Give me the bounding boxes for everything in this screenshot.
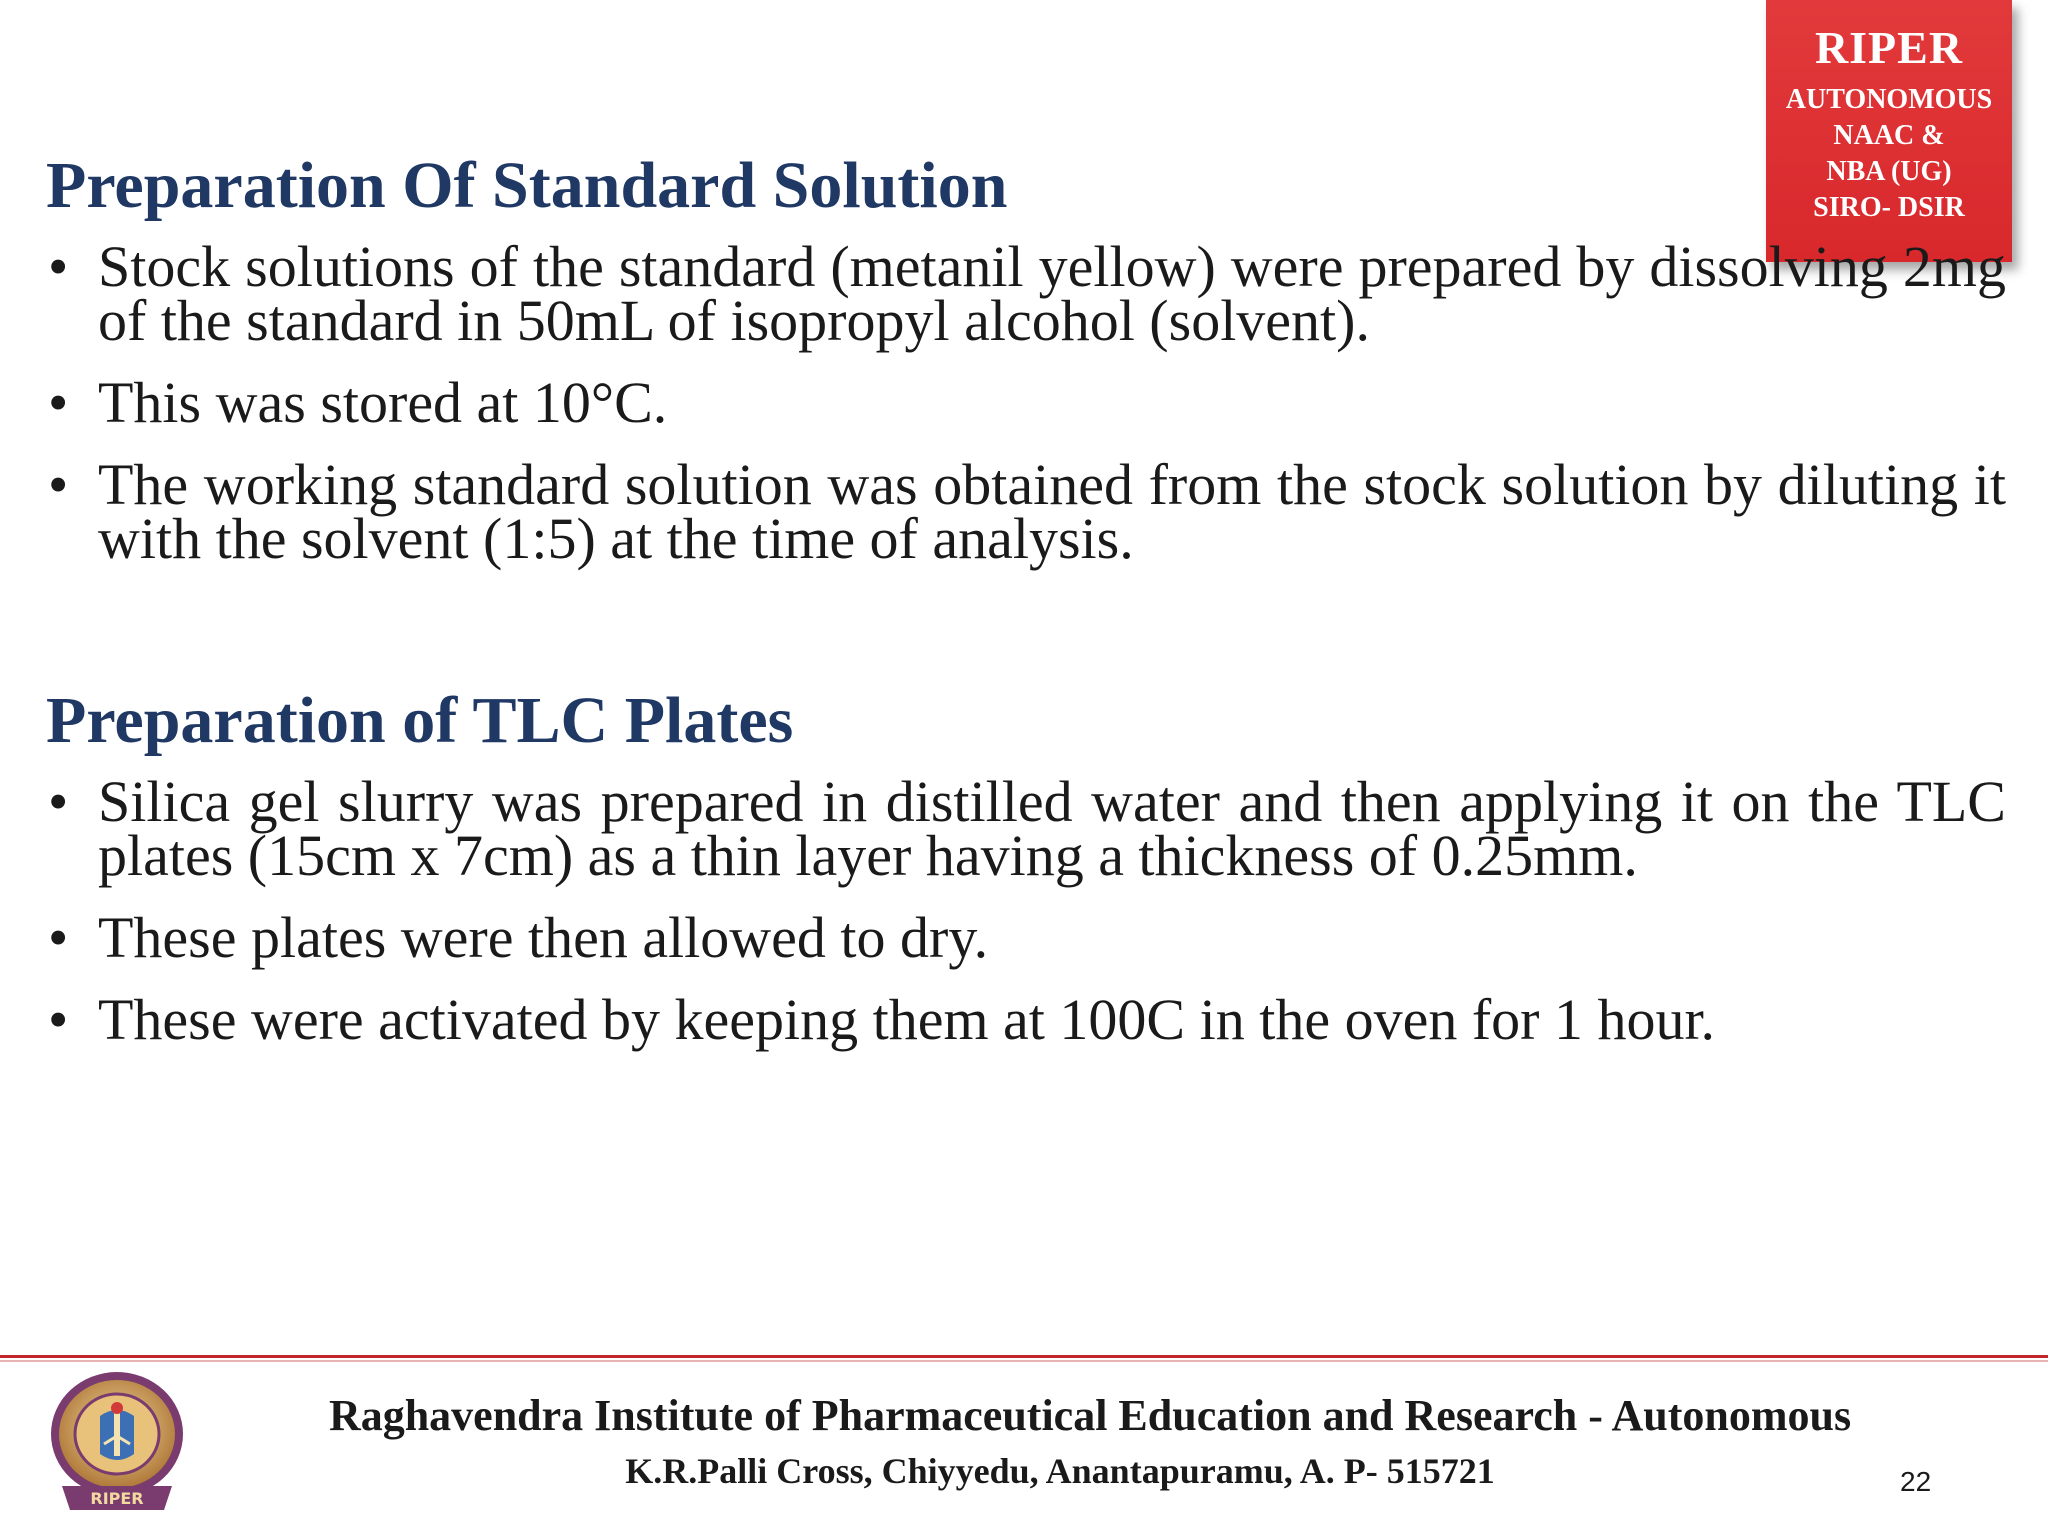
bullet-text: The working standard solution was obtained from the stock solution by diluting it with the solvent (1:5) at the time of analysis. <box>98 452 2006 571</box>
list-item <box>46 905 2006 970</box>
bullet-text: Silica gel slurry was prepared in distilled water and then applying it on the TLC plates (15cm x 7cm) as a thin layer having a thickness of 0.25mm. <box>98 769 2006 888</box>
bullet-dot: • <box>48 452 69 517</box>
list-item <box>46 370 2006 435</box>
footer-divider <box>0 1355 2048 1358</box>
badge-line-siro: SIRO- DSIR <box>1813 192 1965 223</box>
list-item <box>46 452 2006 571</box>
institution-address: K.R.Palli Cross, Chiyyedu, Anantapuramu, A. P- 515721 <box>625 1451 1495 1491</box>
bullet-text: These were activated by keeping them at 100C in the oven for 1 hour. <box>98 987 1716 1052</box>
bullet-dot: • <box>48 987 69 1052</box>
footer-divider-shadow <box>0 1360 2048 1362</box>
list-item <box>46 234 2006 353</box>
logo-text: RIPER <box>90 1489 144 1508</box>
list-item <box>46 987 2006 1052</box>
bullet-list-standard-solution <box>46 234 2006 594</box>
bullet-text: These plates were then allowed to dry. <box>98 905 989 970</box>
list-item <box>46 769 2006 888</box>
bullet-dot: • <box>48 370 69 435</box>
bullet-text: Stock solutions of the standard (metanil yellow) were prepared by dissolving 2mg of the standard in 50mL of isopropyl alcohol (solvent). <box>98 234 2006 353</box>
bullet-dot: • <box>48 769 69 834</box>
badge-line-nba: NBA (UG) <box>1826 156 1952 187</box>
badge-line-autonomous: AUTONOMOUS <box>1785 84 1993 115</box>
section-heading-standard-solution: Preparation Of Standard Solution <box>46 149 1008 222</box>
institution-name: Raghavendra Institute of Pharmaceutical Education and Research - Autonomous <box>328 1391 1852 1440</box>
bullet-list-tlc-plates <box>46 769 2006 1075</box>
section-heading-tlc-plates: Preparation of TLC Plates <box>46 684 794 757</box>
bullet-text: This was stored at 10°C. <box>98 370 668 435</box>
bullet-dot: • <box>48 234 69 299</box>
badge-title: RIPER <box>1814 22 1964 73</box>
page-number: 22 <box>1900 1466 1932 1497</box>
institution-logo-icon <box>42 1366 192 1526</box>
bullet-dot: • <box>48 905 69 970</box>
accreditation-badge <box>1766 0 2012 262</box>
badge-line-naac: NAAC & <box>1833 120 1945 151</box>
